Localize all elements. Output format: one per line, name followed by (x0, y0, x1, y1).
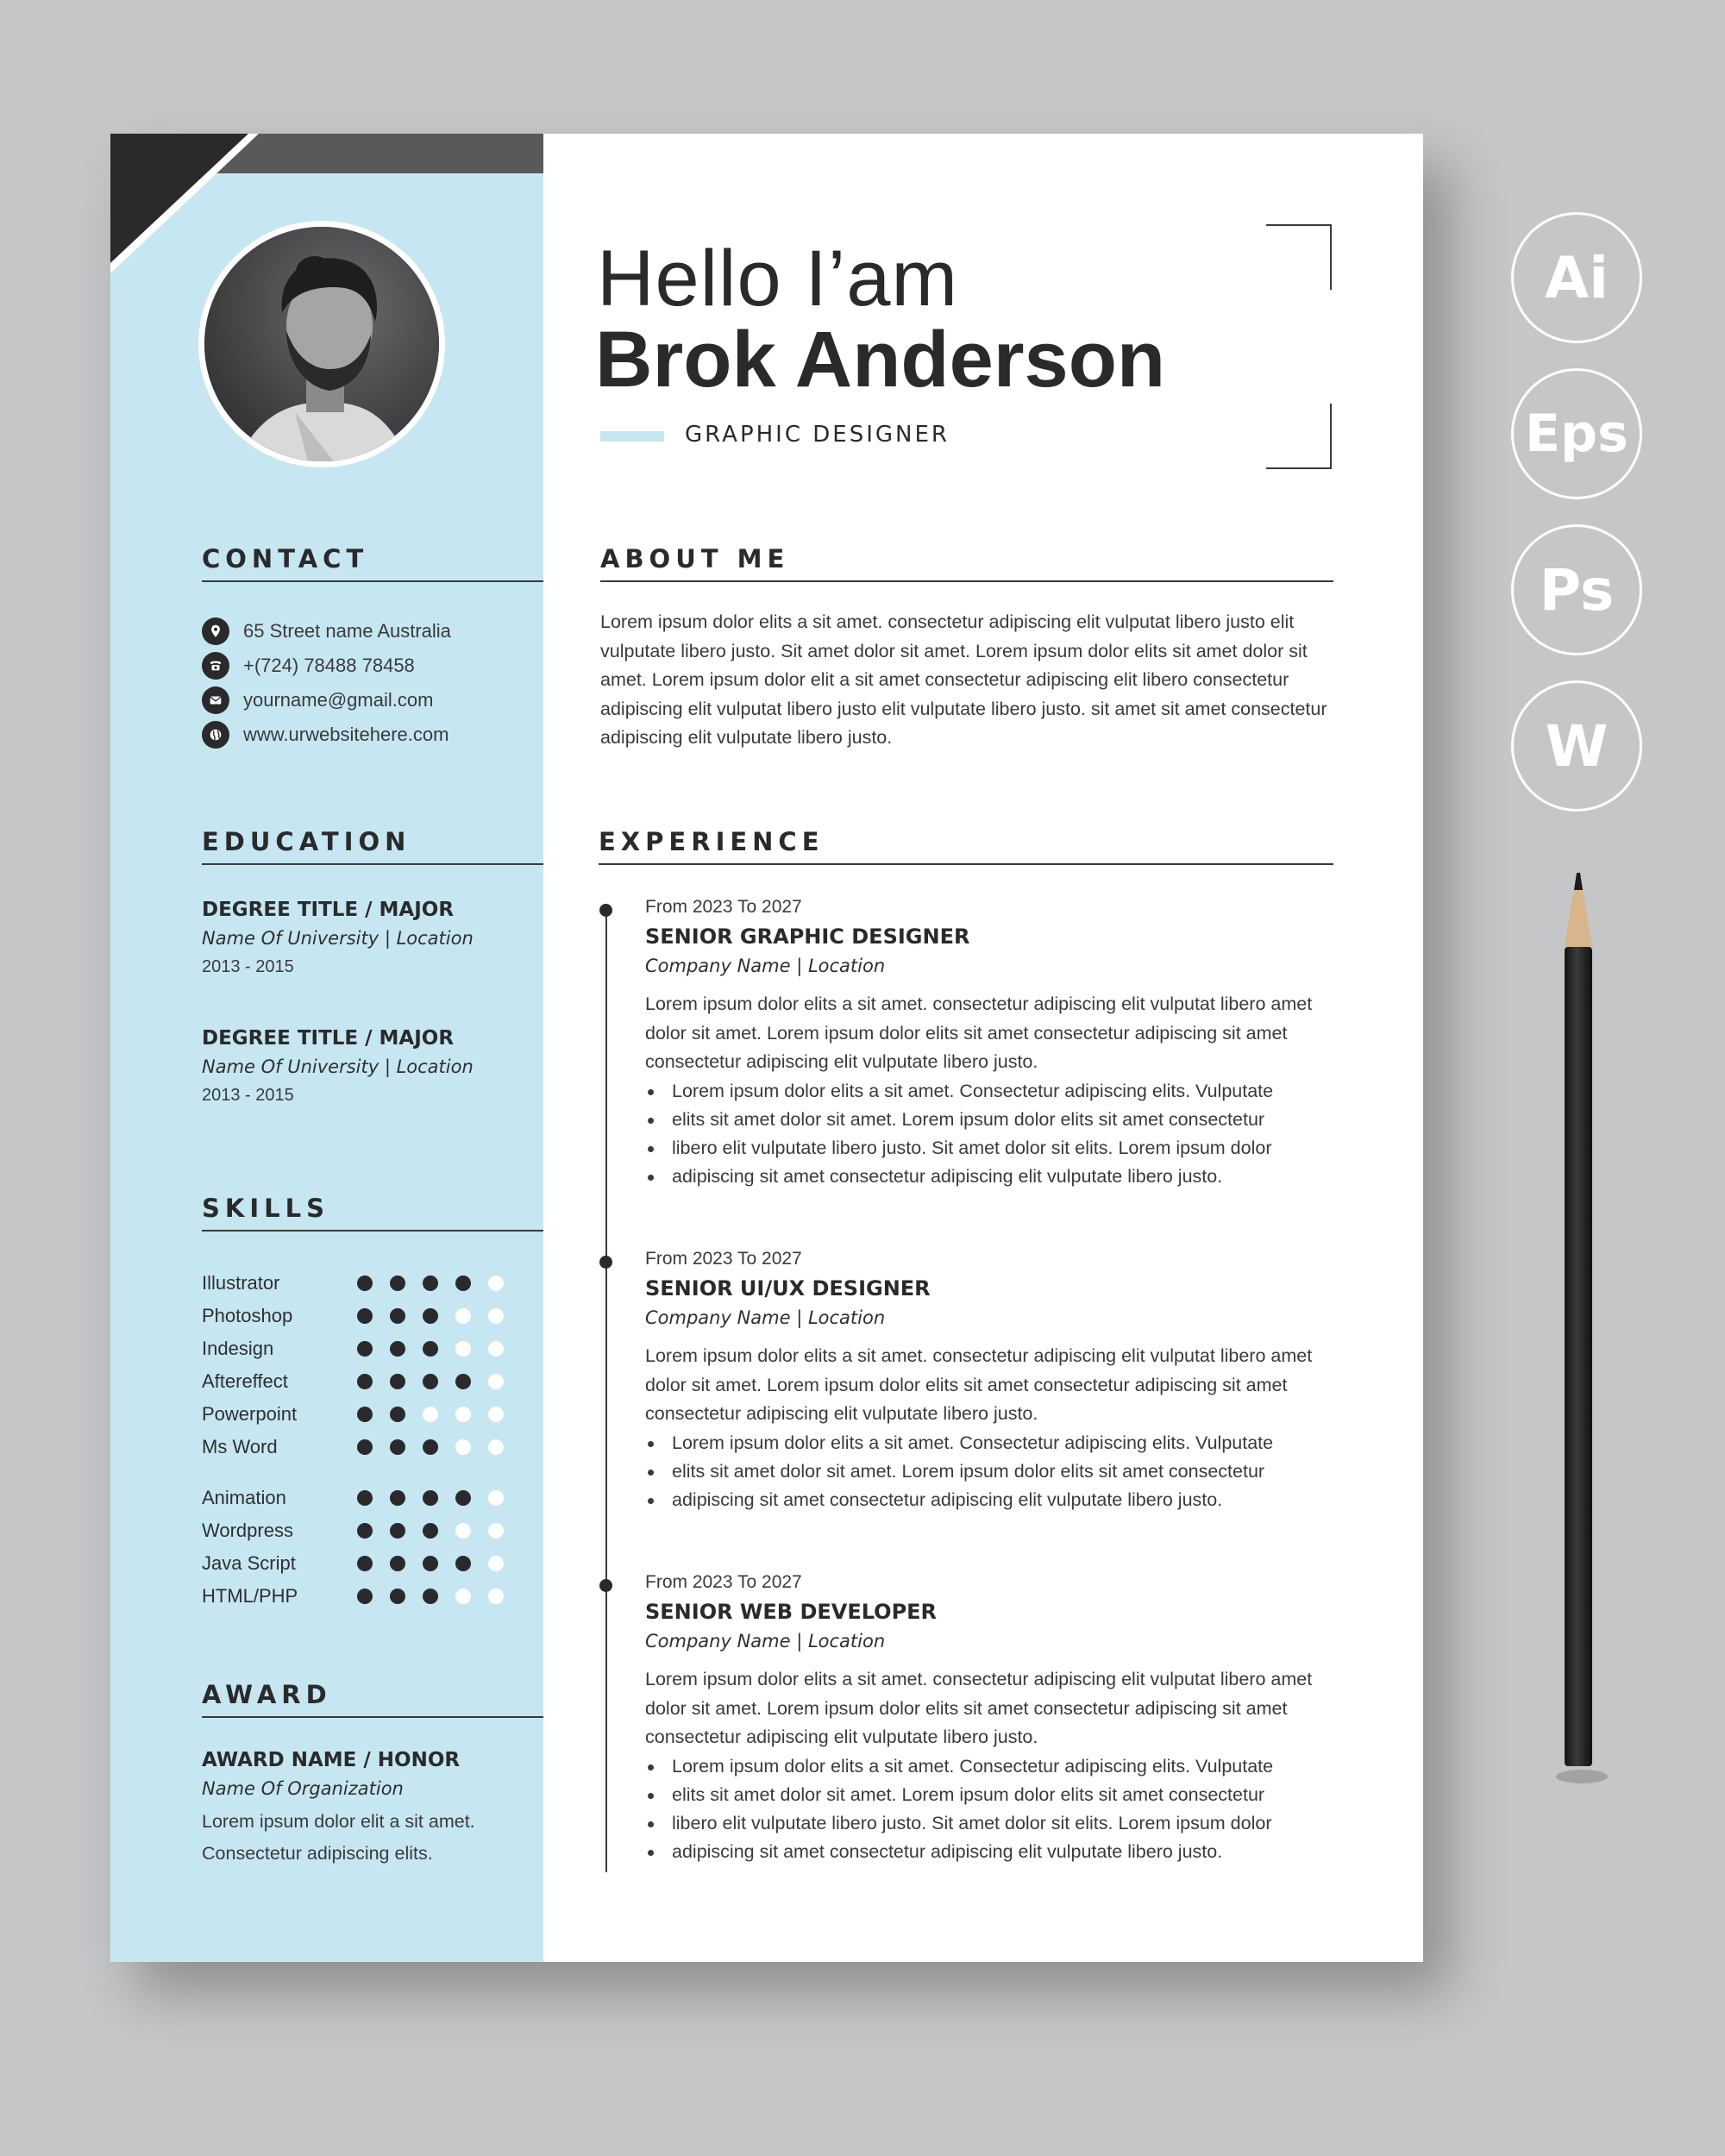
skill-dot-filled (390, 1490, 405, 1506)
skill-dot-filled (423, 1556, 438, 1571)
skill-dot-filled (423, 1341, 438, 1357)
skill-rating (357, 1589, 521, 1604)
experience-bullets (645, 1429, 1344, 1515)
skill-row (202, 1551, 530, 1576)
role-accent-bar (600, 431, 664, 442)
award-entry (202, 1749, 538, 1865)
experience-timeline (605, 910, 607, 1872)
skills-rule (202, 1230, 543, 1232)
skill-name: HTML/PHP (202, 1585, 298, 1607)
skill-dot-filled (390, 1308, 405, 1324)
skill-dot-filled (423, 1439, 438, 1455)
experience-title: EXPERIENCE (599, 827, 825, 856)
skill-dot-filled (423, 1308, 438, 1324)
experience-bullet: libero elit vulputate libero justo. Sit amet dolor sit elits. Lorem ipsum dolor (645, 1134, 1344, 1163)
skill-name: Photoshop (202, 1305, 293, 1326)
header-bracket-top (1266, 224, 1332, 290)
skill-name: Powerpoint (202, 1403, 298, 1425)
skill-dot-filled (357, 1308, 373, 1324)
skill-rating (357, 1308, 521, 1324)
experience-bullet: adipiscing sit amet consectetur adipiscing elit vulputate libero justo. (645, 1838, 1344, 1866)
word-format-badge: W (1511, 680, 1642, 812)
skill-dot-filled (390, 1407, 405, 1422)
header-bracket-bottom (1266, 404, 1332, 469)
skill-rating (357, 1374, 521, 1389)
skill-rating (357, 1341, 521, 1357)
experience-bullet: adipiscing sit amet consectetur adipiscing elit vulputate libero justo. (645, 1486, 1344, 1514)
experience-title: SENIOR GRAPHIC DESIGNER (645, 924, 970, 949)
experience-bullet: Lorem ipsum dolor elits a sit amet. Consectetur adipiscing elits. Vulputate (645, 1077, 1344, 1106)
skill-rating (357, 1490, 521, 1506)
skill-dot-filled (357, 1439, 373, 1455)
skill-dot-empty (488, 1589, 504, 1604)
skill-dot-filled (357, 1407, 373, 1422)
skill-rating (357, 1439, 521, 1455)
skill-dot-filled (390, 1439, 405, 1455)
skill-dot-empty (488, 1407, 504, 1422)
skill-dot-filled (357, 1374, 373, 1389)
education-degree: DEGREE TITLE / MAJOR (202, 1027, 455, 1050)
skill-row (202, 1401, 530, 1427)
greeting: Hello I’am (597, 235, 959, 323)
skill-dot-empty (455, 1523, 471, 1539)
resume-page (110, 134, 1423, 1962)
skill-dot-empty (423, 1407, 438, 1422)
contact-title: CONTACT (202, 544, 369, 573)
about-title: ABOUT ME (600, 544, 790, 573)
experience-bullet: libero elit vulputate libero justo. Sit amet dolor sit elits. Lorem ipsum dolor (645, 1809, 1344, 1838)
skill-row (202, 1434, 530, 1460)
location-pin-icon (202, 617, 229, 645)
award-rule (202, 1716, 543, 1718)
timeline-dot (599, 1579, 612, 1592)
skill-dot-filled (455, 1490, 471, 1506)
experience-bullets (645, 1752, 1344, 1867)
education-school: Name Of University | Location (202, 1056, 474, 1077)
contact-phone (202, 651, 415, 680)
education-entry (202, 899, 538, 977)
skill-rating (357, 1556, 521, 1571)
experience-description: Lorem ipsum dolor elits a sit amet. consectetur adipiscing elit vulputat libero amet dolor sit amet. Lorem ipsum dolor elits sit amet consectetur adipiscing sit amet consectetur adipiscing elit vulputate libero justo. (645, 1345, 1313, 1424)
skill-name: Illustrator (202, 1272, 280, 1294)
award-description-line-1: Lorem ipsum dolor elit a sit amet. (202, 1811, 475, 1832)
experience-entry (645, 1572, 1344, 1867)
skill-rating (357, 1275, 521, 1291)
skill-dot-filled (390, 1374, 405, 1389)
education-title: EDUCATION (202, 827, 411, 856)
skill-row (202, 1485, 530, 1511)
skill-dot-filled (390, 1589, 405, 1604)
phone-icon (202, 652, 229, 680)
skills-title: SKILLS (202, 1194, 329, 1223)
experience-entry (645, 1249, 1344, 1514)
skill-dot-empty (488, 1556, 504, 1571)
experience-bullet: Lorem ipsum dolor elits a sit amet. Consectetur adipiscing elits. Vulputate (645, 1429, 1344, 1457)
experience-date: From 2023 To 2027 (645, 1572, 802, 1592)
skill-dot-filled (455, 1374, 471, 1389)
full-name: Brok Anderson (595, 316, 1166, 404)
skill-dot-filled (390, 1523, 405, 1539)
timeline-dot (599, 904, 612, 917)
experience-bullet: elits sit amet dolor sit amet. Lorem ipsum dolor elits sit amet consectetur (645, 1106, 1344, 1134)
skill-dot-filled (455, 1275, 471, 1291)
experience-bullet: Lorem ipsum dolor elits a sit amet. Consectetur adipiscing elits. Vulputate (645, 1752, 1344, 1781)
skill-row (202, 1336, 530, 1362)
education-school: Name Of University | Location (202, 928, 474, 949)
skill-dot-filled (357, 1523, 373, 1539)
skill-dot-filled (423, 1589, 438, 1604)
skill-dot-filled (357, 1556, 373, 1571)
skill-row (202, 1583, 530, 1609)
contact-website-text: www.urwebsitehere.com (243, 724, 449, 745)
education-rule (202, 863, 543, 865)
experience-company: Company Name | Location (645, 1307, 886, 1328)
skill-dot-empty (488, 1275, 504, 1291)
skill-dot-empty (455, 1308, 471, 1324)
education-years: 2013 - 2015 (202, 1086, 294, 1105)
skill-row (202, 1369, 530, 1395)
ai-format-badge: Ai (1511, 212, 1642, 343)
skill-dot-empty (488, 1490, 504, 1506)
experience-company: Company Name | Location (645, 1631, 886, 1651)
contact-website (202, 720, 448, 749)
skill-dot-empty (455, 1341, 471, 1357)
skill-row (202, 1303, 530, 1329)
skill-row (202, 1270, 530, 1296)
skill-name: Aftereffect (202, 1370, 288, 1392)
experience-entry (645, 897, 1344, 1192)
skill-dot-filled (423, 1275, 438, 1291)
contact-address-text: 65 Street name Australia (243, 620, 451, 642)
skill-name: Java Script (202, 1552, 296, 1574)
experience-date: From 2023 To 2027 (645, 1249, 802, 1269)
award-description-line-2: Consectetur adipiscing elits. (202, 1843, 433, 1864)
award-name: AWARD NAME / HONOR (202, 1749, 461, 1771)
experience-title: SENIOR UI/UX DESIGNER (645, 1276, 931, 1300)
skill-dot-filled (455, 1556, 471, 1571)
skill-dot-empty (488, 1439, 504, 1455)
experience-description: Lorem ipsum dolor elits a sit amet. consectetur adipiscing elit vulputat libero amet dolor sit amet. Lorem ipsum dolor elits sit amet consectetur adipiscing sit amet consectetur adipiscing elit vulputate libero justo. (645, 993, 1313, 1072)
experience-date: From 2023 To 2027 (645, 897, 802, 917)
skill-name: Indesign (202, 1338, 274, 1359)
experience-description: Lorem ipsum dolor elits a sit amet. consectetur adipiscing elit vulputat libero amet dolor sit amet. Lorem ipsum dolor elits sit amet consectetur adipiscing sit amet consectetur adipiscing elit vulputate libero justo. (645, 1669, 1313, 1747)
globe-icon (202, 721, 229, 749)
skill-dot-filled (357, 1341, 373, 1357)
experience-bullet: elits sit amet dolor sit amet. Lorem ipsum dolor elits sit amet consectetur (645, 1457, 1344, 1486)
skill-dot-empty (488, 1523, 504, 1539)
education-years: 2013 - 2015 (202, 957, 294, 976)
contact-address (202, 617, 451, 646)
skill-dot-empty (488, 1374, 504, 1389)
skill-dot-filled (390, 1341, 405, 1357)
skill-rating (357, 1407, 521, 1422)
skill-dot-filled (423, 1523, 438, 1539)
mail-icon (202, 686, 229, 714)
skill-dot-filled (357, 1589, 373, 1604)
skill-dot-empty (488, 1308, 504, 1324)
profile-photo (198, 221, 445, 467)
skill-dot-filled (423, 1490, 438, 1506)
skill-dot-empty (455, 1589, 471, 1604)
skill-dot-filled (357, 1490, 373, 1506)
education-degree: DEGREE TITLE / MAJOR (202, 899, 455, 921)
timeline-dot (599, 1256, 612, 1269)
skill-row (202, 1518, 530, 1544)
experience-title: SENIOR WEB DEVELOPER (645, 1600, 938, 1624)
skill-dot-filled (390, 1275, 405, 1291)
about-text: Lorem ipsum dolor elits a sit amet. consectetur adipiscing elit vulputat libero justo elit vulputate libero justo. Sit amet dolor sit amet. Lorem ipsum dolor elits sit amet dolor sit amet. Lorem ipsum dolor elit a sit amet consectetur adipiscing elit libero consectetur adipiscing elit vulputat libero justo elit vulputate libero justo. sit amet sit amet consectetur adipiscing elit vulputate libero justo. (600, 611, 1327, 748)
experience-company: Company Name | Location (645, 956, 886, 976)
award-organization: Name Of Organization (202, 1778, 404, 1799)
skill-dot-filled (357, 1275, 373, 1291)
sidebar (110, 134, 543, 1962)
contact-phone-text: +(724) 78488 78458 (243, 655, 415, 676)
pencil-icon (1544, 871, 1613, 1785)
ps-format-badge: Ps (1511, 524, 1642, 655)
skill-rating (357, 1523, 521, 1539)
skill-name: Ms Word (202, 1436, 278, 1457)
experience-bullet: adipiscing sit amet consectetur adipiscing elit vulputate libero justo. (645, 1163, 1344, 1191)
eps-format-badge: Eps (1511, 368, 1642, 499)
skill-dot-filled (423, 1374, 438, 1389)
experience-rule (599, 863, 1333, 865)
job-role: GRAPHIC DESIGNER (685, 422, 950, 448)
experience-bullet: elits sit amet dolor sit amet. Lorem ipsum dolor elits sit amet consectetur (645, 1781, 1344, 1809)
skill-dot-empty (455, 1407, 471, 1422)
skill-dot-empty (488, 1341, 504, 1357)
award-title: AWARD (202, 1680, 332, 1709)
contact-rule (202, 580, 543, 582)
about-rule (600, 580, 1333, 582)
avatar (204, 227, 439, 461)
contact-email-text: yourname@gmail.com (243, 689, 434, 711)
contact-email (202, 686, 433, 715)
skill-name: Wordpress (202, 1520, 293, 1541)
skill-name: Animation (202, 1487, 286, 1508)
skill-dot-filled (390, 1556, 405, 1571)
skill-dot-empty (455, 1439, 471, 1455)
experience-bullets (645, 1077, 1344, 1192)
education-entry (202, 1027, 538, 1106)
